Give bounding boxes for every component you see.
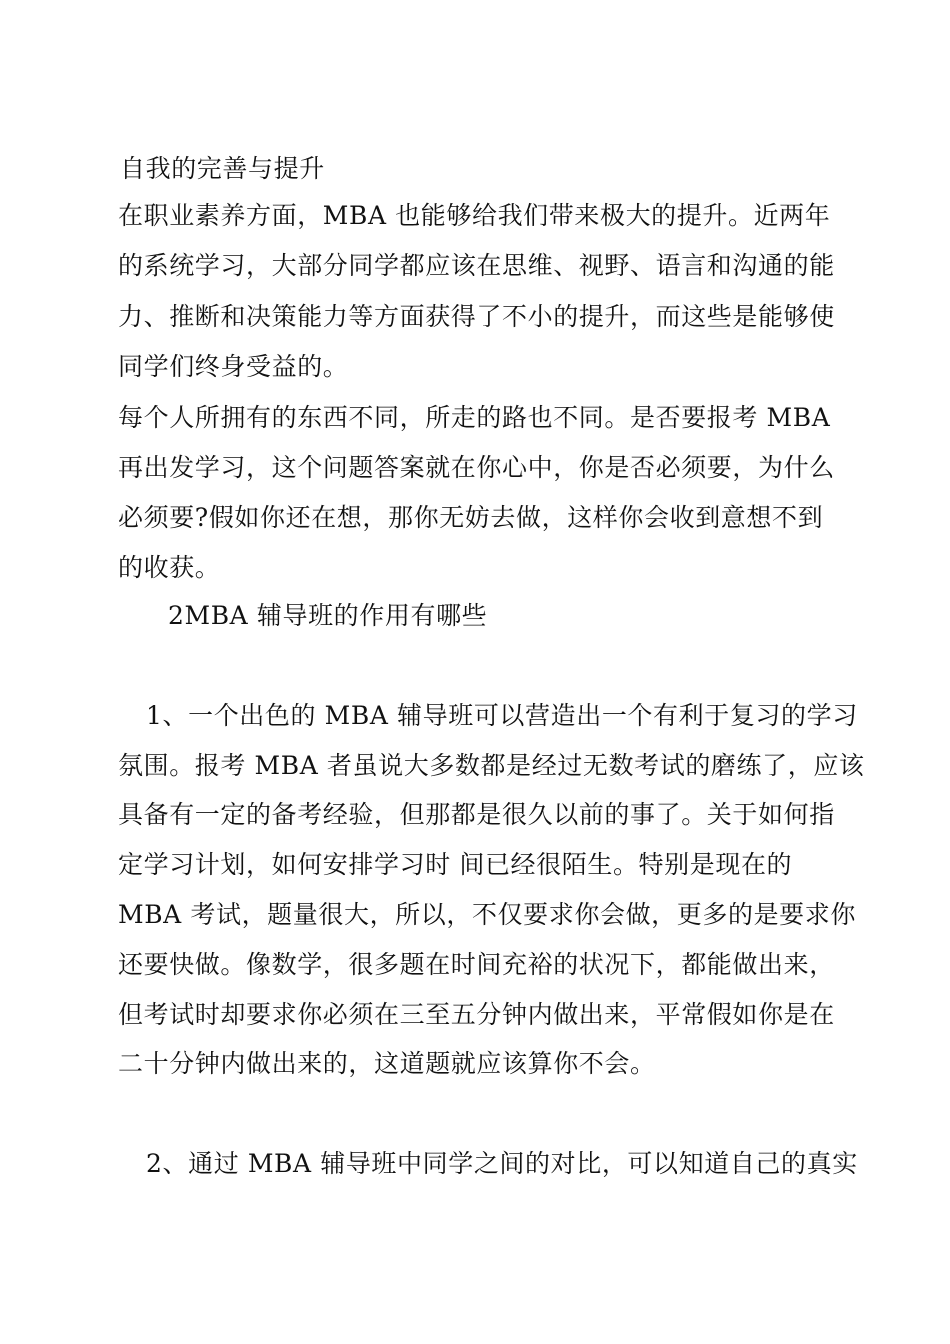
paragraph-line: 再出发学习，这个问题答案就在你心中，你是否必须要，为什么 <box>118 453 835 482</box>
paragraph-line: 必须要?假如你还在想，那你无妨去做，这样你会收到意想不到 <box>118 503 824 532</box>
list-item-1-line: 具备有一定的备考经验，但那都是很久以前的事了。关于如何指 <box>118 800 835 829</box>
paragraph-line: 同学们终身受益的。 <box>118 352 349 381</box>
list-item-1-line: 1、一个出色的 MBA 辅导班可以营造出一个有利于复习的学习 <box>146 701 858 730</box>
paragraph-line: 力、推断和决策能力等方面获得了不小的提升，而这些是能够使 <box>118 302 835 331</box>
section-heading-self-improvement: 自我的完善与提升 <box>120 154 325 183</box>
paragraph-line: 每个人所拥有的东西不同，所走的路也不同。是否要报考 MBA <box>118 403 831 432</box>
paragraph-line: 的收获。 <box>118 553 221 582</box>
list-item-1-line: 但考试时却要求你必须在三至五分钟内做出来，平常假如你是在 <box>118 1000 835 1029</box>
list-item-2-line: 2、通过 MBA 辅导班中同学之间的对比，可以知道自己的真实 <box>146 1149 858 1178</box>
paragraph-line: 在职业素养方面，MBA 也能够给我们带来极大的提升。近两年 <box>118 201 831 230</box>
list-item-1-line: 氛围。报考 MBA 者虽说大多数都是经过无数考试的磨练了，应该 <box>118 751 865 780</box>
list-item-1-line: 定学习计划，如何安排学习时 间已经很陌生。特别是现在的 <box>118 850 793 879</box>
list-item-1-line: 二十分钟内做出来的，这道题就应该算你不会。 <box>118 1049 656 1078</box>
paragraph-line: 的系统学习，大部分同学都应该在思维、视野、语言和沟通的能 <box>118 251 835 280</box>
list-item-1-line: MBA 考试，题量很大，所以，不仅要求你会做，更多的是要求你 <box>118 900 856 929</box>
list-item-1-line: 还要快做。像数学，很多题在时间充裕的状况下，都能做出来， <box>118 950 835 979</box>
section-heading-tutoring-role: 2MBA 辅导班的作用有哪些 <box>168 601 488 630</box>
